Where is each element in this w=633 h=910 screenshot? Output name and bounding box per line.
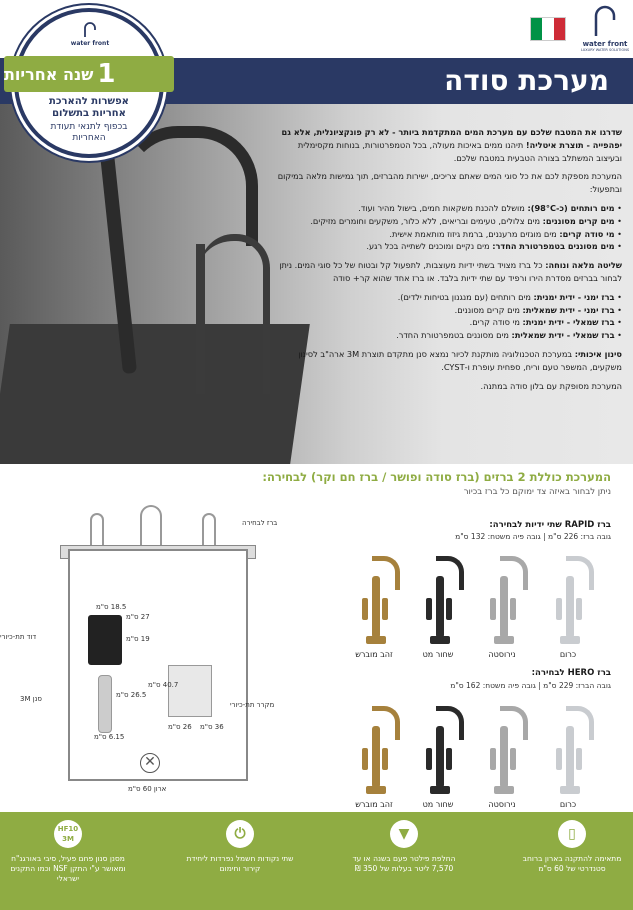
faucet-spout <box>566 556 594 590</box>
faucet-spout <box>436 706 464 740</box>
dimension-label: 40.7 ס"מ <box>148 681 179 689</box>
hero-tap-title: ברז HERO לבחירה: <box>531 668 611 678</box>
faucet-handle <box>426 748 432 770</box>
faucet-handle <box>426 598 432 620</box>
diagram-left-tap <box>90 513 104 547</box>
faucet-3[interactable] <box>418 548 458 648</box>
faucet-spout <box>500 706 528 740</box>
seal-logo <box>66 20 114 47</box>
dimension-label: 26.5 ס"מ <box>116 691 147 699</box>
cabinet-icon: ▯ <box>558 820 586 848</box>
finish-label: שחור מט <box>422 800 454 809</box>
handles-list <box>270 291 622 342</box>
filter-label: סנן 3M <box>20 695 42 703</box>
faucet-spout <box>372 706 400 740</box>
faucet-logo-icon <box>590 4 620 38</box>
description-text <box>270 126 622 398</box>
dimension-label: 36 ס"מ <box>200 723 224 731</box>
dimension-label: 19 ס"מ <box>126 635 150 643</box>
selection-subtitle: ניתן לבחור באיזה צד ימוקם כל ברז בכיור <box>463 487 611 497</box>
faucet-base <box>560 786 580 794</box>
warranty-years-number: 1 <box>97 59 116 89</box>
feature-hf10 <box>8 814 128 884</box>
faucet-handle <box>362 598 368 620</box>
page-title: מערכת סודה <box>444 64 609 97</box>
feature-cabinet <box>512 814 632 874</box>
plug-icon: ⏻ <box>226 820 254 848</box>
faucet-base <box>560 636 580 644</box>
water-types-list <box>270 202 622 253</box>
faucet-handle <box>510 598 516 620</box>
faucet-spout <box>436 556 464 590</box>
faucet-handle <box>510 748 516 770</box>
faucet-handle <box>362 748 368 770</box>
chiller-unit <box>168 665 212 717</box>
warranty-years-text: שנה אחריות <box>4 64 94 84</box>
water-types-intro: המערכת מספקת לכם את כל סוגי המים שאתם צריכים, ישירות מהברזים, תוך גמישות מלאה במיקום ובתפעול: <box>277 171 622 195</box>
rapid-dimensions: גובה ברז: 226 ס"מ | גובה פיה משטח: 132 ס"מ <box>455 532 611 541</box>
list-item: • ברז ימני - ידית שמאלית: מים קרים מסוננים. <box>270 304 622 317</box>
soda-gift-text: המערכת מסופקת עם בלון סודה במתנה. <box>480 380 622 391</box>
faucet-icon <box>81 20 99 38</box>
list-item: • מי סודה קרים: מים מוגזים מרעננים, ברמת גיזוז מותאמת אישית. <box>270 228 622 241</box>
brand-name: water front <box>582 40 628 48</box>
faucet-base <box>430 786 450 794</box>
control-text: כל ברז מצויד בשתי ידיות מעוצבות, לתפעול קל ובטוח של כל סוגי המים. ניתן לבחור בברזים מסדרת הירו ורפיד עם שתי ידיות בלבד. או ברז אחד שהוא קר+ סודה <box>279 260 622 283</box>
seal-brand: water front <box>70 40 110 47</box>
tap-choice-label: ברז לבחירה <box>242 519 278 527</box>
faucet-base <box>494 636 514 644</box>
list-item: • ברז שמאלי - ידית שמאלית: מים מסוננים בטמפרטורת החדר. <box>270 329 622 342</box>
filtration-heading: סינון איכותי: <box>574 348 622 359</box>
faucet-base <box>430 636 450 644</box>
faucet-spout <box>500 556 528 590</box>
faucet-4[interactable] <box>354 698 394 798</box>
faucet-2[interactable] <box>482 698 522 798</box>
hf10-icon <box>54 820 82 848</box>
finish-label: זהב מוברש <box>355 800 393 809</box>
faucet-spout <box>566 706 594 740</box>
feature-power <box>180 814 300 874</box>
faucet-handle <box>382 748 388 770</box>
faucet-base <box>366 636 386 644</box>
dimension-label: 6.15 ס"מ <box>94 733 125 741</box>
filter-funnel-icon: ▼ <box>390 820 418 848</box>
intro-text: תיהנו ממים באיכות מעולה, בכל הטמפרטורות, בנוחות מקסימלית ובעיצוב המשתלב בצורה הטבעית במטבח שלכם. <box>297 139 622 163</box>
feature-text: שתי נקודות חשמל נפרדות ליחידת קירור וחימום <box>186 854 294 873</box>
list-item: • ברז שמאלי - ידית ימנית: מי סודה קרים. <box>270 316 622 329</box>
faucet-1[interactable] <box>548 698 588 798</box>
faucet-base <box>494 786 514 794</box>
finish-label: נירוסטה <box>488 800 516 809</box>
faucet-handle <box>576 748 582 770</box>
cabinet-label: ארון 60 ס"מ <box>128 785 167 793</box>
finish-label: שחור מט <box>422 650 454 659</box>
dimension-label: 18.5 ס"מ <box>96 603 127 611</box>
hf10-label: HF10 <box>57 825 79 833</box>
boiler-unit <box>88 615 122 665</box>
faucet-2[interactable] <box>482 548 522 648</box>
italy-flag-icon <box>530 17 566 41</box>
selection-title: המערכת כוללת 2 ברזים (ברז סודה ופושר / ברז חם וקר) לבחירה: <box>262 470 611 484</box>
faucet-spout <box>372 556 400 590</box>
feature-text: מסנן סנון פחם פעיל, סיבי באורגנ"ח ומאושר ע"י התקן NSF וכמו התקנים ישראלי <box>10 854 126 883</box>
faucet-4[interactable] <box>354 548 394 648</box>
faucet-handle <box>556 748 562 770</box>
main-faucet-spout <box>118 126 258 246</box>
list-item: • מים מסוננים בטמפרטורת החדר: מים נקיים ומוכנים לשתייה בכל רגע. <box>270 240 622 253</box>
faucet-handle <box>490 598 496 620</box>
warranty-ribbon <box>4 56 174 92</box>
hero-tap-dimensions: גובה הברז: 229 ס"מ | גובה פיה משטח: 162 ס"מ <box>450 681 611 690</box>
filter-unit <box>98 675 112 733</box>
finish-label: כרום <box>559 650 577 659</box>
drain-icon: ✕ <box>140 753 160 773</box>
hf10-brand: 3M <box>62 835 74 843</box>
faucet-handle <box>576 598 582 620</box>
installation-diagram <box>0 505 280 795</box>
boiler-label: דוד תת-כיורי <box>0 633 37 641</box>
intro-bold: שדרגו את המטבח שלכם עם מערכת המים המתקדמת ביותר - לא רק פונקציונלית, אלא גם יפהפייה - תוצרת איטליה! <box>281 127 622 150</box>
faucet-handle <box>382 598 388 620</box>
dimension-label: 26 ס"מ <box>168 723 192 731</box>
feature-text: החלפת פילטר פעם בשנה או עד 7,570 ליטר בעלות של 350 ₪ <box>352 854 456 873</box>
diagram-center-tap <box>140 505 162 547</box>
faucet-handle <box>490 748 496 770</box>
rapid-title: ברז RAPID שתי ידיות לבחירה: <box>489 520 611 530</box>
feature-text: מתאימה להתקנה בארון ברוחב סטנדרטי של 60 ס"מ <box>522 854 622 873</box>
second-faucet-spout <box>200 234 270 394</box>
control-heading: שליטה מלאה ונוחה: <box>545 260 622 271</box>
faucet-handle <box>446 748 452 770</box>
faucet-handle <box>446 598 452 620</box>
list-item: • מים קרים מסוננים: מים צלולים, טעימים ובריאים, ללא כלור, משקעים וחומרים מזיקים. <box>270 215 622 228</box>
brand-tagline: LUXURY WATER SOLUTIONS <box>580 48 630 52</box>
warranty-extension-text: אפשרות להארכת אחריות בתשלום <box>49 96 129 119</box>
warranty-terms-text: בכפוף לתנאי תעודת האחריות <box>50 122 128 143</box>
faucet-base <box>366 786 386 794</box>
diagram-right-tap <box>202 513 216 547</box>
finish-label: זהב מוברש <box>355 650 393 659</box>
finish-label: נירוסטה <box>488 650 516 659</box>
chiller-label: מקרר תת-כיורי <box>230 701 275 709</box>
cabinet <box>68 549 248 781</box>
dimension-label: 27 ס"מ <box>126 613 150 621</box>
faucet-handle <box>556 598 562 620</box>
finish-label: כרום <box>559 800 577 809</box>
list-item: • מים רותחים (כ-98°C): מושלם להכנת משקאות חמים, בישול מהיר ועוד. <box>270 202 622 215</box>
warranty-seal <box>4 8 164 158</box>
brand-logo <box>580 4 630 56</box>
filtration-text: במערכת הטכנולוגיה מותקנת לכיור נמצא סנן מתקדם תוצרת 3M ארה"ב לסינון משקעים, המשפר טעם וריח, ספחית עופרת ו-CYST. <box>298 348 622 372</box>
faucet-3[interactable] <box>418 698 458 798</box>
list-item: • ברז ימני - ידית ימנית: מים רותחים (עם מנגנון בטיחות ילדים). <box>270 291 622 304</box>
faucet-1[interactable] <box>548 548 588 648</box>
feature-filter <box>344 814 464 874</box>
